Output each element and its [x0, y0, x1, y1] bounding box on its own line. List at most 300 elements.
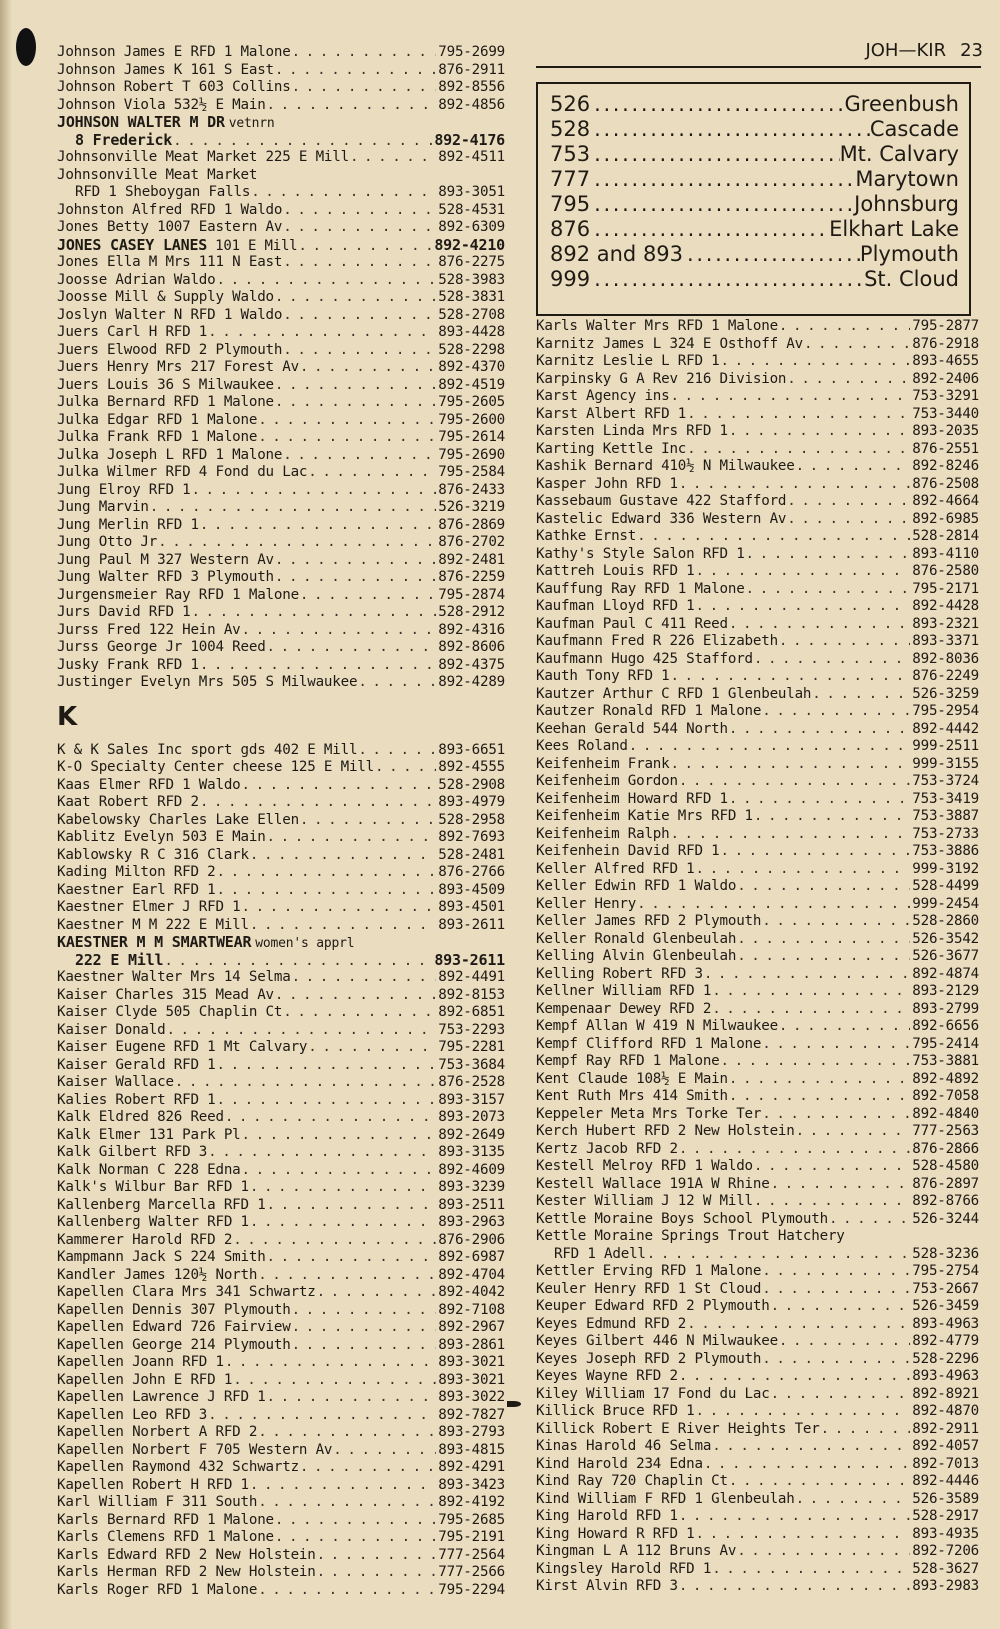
leader-dots [590, 117, 870, 142]
listing-row [57, 1564, 505, 1582]
leader-dots [266, 97, 437, 115]
leader-dots [703, 1456, 910, 1474]
phone-number: 999-2511 [912, 738, 979, 754]
listing-row [57, 622, 505, 640]
listing-name: Kallenberg Walter RFD 1 [57, 1214, 249, 1230]
leader-dots [786, 371, 910, 389]
phone-number: 893-3135 [438, 1144, 505, 1160]
phone-number: 893-2793 [438, 1424, 505, 1440]
listing-row [536, 721, 979, 739]
listing-name: Karls Walter Mrs RFD 1 Malone [536, 318, 778, 334]
listing-row [536, 703, 979, 721]
listing-row [536, 756, 979, 774]
listing-row [57, 1249, 505, 1267]
listing-name: Keppeler Meta Mrs Torke Ter [536, 1105, 762, 1122]
leader-dots [745, 581, 911, 599]
exchange-row [550, 142, 959, 167]
phone-number: 892-4840 [912, 1105, 979, 1122]
listing-name: Kingman L A 112 Bruns Av [536, 1543, 737, 1559]
listing-heading [57, 934, 505, 952]
leader-dots [778, 1333, 910, 1351]
listing-row [57, 79, 505, 97]
leader-dots [257, 429, 436, 447]
listing-row [536, 651, 979, 669]
listing-row [57, 847, 505, 865]
listing-name: Kettle Moraine Boys School Plymouth [536, 1210, 828, 1227]
listing-name: Kasper John RFD 1 [536, 475, 678, 492]
phone-number: 893-2861 [438, 1336, 505, 1353]
phone-number: 795-2171 [912, 580, 979, 597]
phone-number: 892-6985 [912, 510, 979, 527]
listing-row [57, 569, 505, 587]
leader-dots [216, 272, 437, 290]
leader-dots [257, 1267, 436, 1285]
leader-dots [590, 267, 864, 292]
phone-number: 893-4428 [438, 324, 505, 340]
leader-dots [224, 1354, 436, 1372]
leader-dots [753, 651, 910, 669]
phone-number: 999-2454 [912, 895, 979, 912]
leader-dots [770, 1386, 911, 1404]
listing-row [57, 482, 505, 500]
phone-number: 526-3677 [912, 948, 979, 964]
phone-number: 892-4892 [912, 1070, 979, 1087]
listing-row [57, 882, 505, 900]
listing-name: Kading Milton RFD 2 [57, 864, 216, 880]
phone-number: 528-2296 [912, 1350, 979, 1367]
leader-dots [216, 864, 437, 882]
listing-name: Kempf Clifford RFD 1 Malone [536, 1035, 762, 1052]
listing-row [57, 237, 505, 255]
leader-dots [282, 307, 436, 325]
listing-name: Johnson James K 161 S East [57, 61, 274, 78]
leader-dots [695, 1526, 911, 1544]
listing-row [57, 1372, 505, 1390]
listing-row [57, 44, 505, 62]
leader-dots [795, 458, 911, 476]
listing-row [57, 377, 505, 395]
listing-name: K & K Sales Inc sport gds 402 E Mill [57, 741, 358, 758]
listing-name: Kammerer Harold RFD 2 [57, 1231, 233, 1248]
listing-row [536, 406, 979, 424]
listing-row [57, 742, 505, 760]
phone-number: 892-7013 [912, 1455, 979, 1472]
listing-row [536, 336, 979, 354]
exchange-place: Plymouth [859, 242, 959, 266]
listing-name: Kempf Ray RFD 1 Malone [536, 1053, 720, 1069]
listing-continued [57, 167, 505, 185]
phone-number: 893-4655 [912, 353, 979, 369]
leader-dots [274, 62, 436, 80]
phone-number: 892-2406 [912, 370, 979, 387]
leader-dots [745, 546, 911, 564]
phone-number: 892-4555 [438, 759, 505, 775]
listing-row [536, 581, 979, 599]
listing-row [57, 1459, 505, 1477]
listing-row [536, 738, 979, 756]
leader-dots [241, 777, 437, 795]
listing-row [57, 1162, 505, 1180]
exchange-code: 892 and 893 [550, 242, 684, 266]
listing-row [536, 1578, 979, 1596]
exchange-place: Mt. Calvary [839, 142, 959, 166]
phone-number: 893-3371 [912, 633, 979, 649]
leader-dots [590, 167, 855, 192]
leader-dots [291, 44, 437, 62]
listing-name: Kautzer Arthur C RFD 1 Glenbeulah [536, 685, 812, 702]
listing-row [57, 1319, 505, 1337]
listing-name: Karnitz James L 324 E Osthoff Av [536, 335, 803, 352]
listing-name: Kapellen George 214 Plymouth [57, 1336, 291, 1353]
listing-name: Juers Louis 36 S Milwaukee [57, 376, 274, 393]
listing-row [536, 318, 979, 336]
listing-row [57, 62, 505, 80]
exchange-row [550, 92, 959, 117]
leader-dots [274, 1512, 436, 1530]
listing-row [536, 686, 979, 704]
listing-row [57, 1127, 505, 1145]
phone-number: 892-4442 [912, 720, 979, 737]
listing-name: Keller Henry [536, 895, 637, 912]
listing-row [57, 184, 505, 202]
phone-number: 892-6656 [912, 1018, 979, 1034]
leader-dots [761, 1281, 910, 1299]
listing-row [536, 948, 979, 966]
leader-dots [761, 913, 910, 931]
listing-name: Kettle Moraine Springs Trout Hatchery [536, 1228, 845, 1244]
phone-number: 892-2911 [912, 1420, 979, 1437]
listing-name: Jung Elroy RFD 1 [57, 481, 191, 498]
phone-number: 528-2860 [912, 913, 979, 929]
listing-name: Kaestner M M 222 E Mill [57, 916, 249, 933]
leader-dots [174, 1074, 436, 1092]
leader-dots [282, 342, 436, 360]
listing-name: Killick Robert E River Heights Ter [536, 1420, 820, 1437]
leader-dots [711, 1561, 910, 1579]
phone-number: 893-2321 [912, 615, 979, 632]
listing-row [536, 1281, 979, 1299]
phone-number: 893-3157 [438, 1091, 505, 1108]
phone-number: 795-2584 [438, 464, 505, 480]
listing-name: Keller Ronald Glenbeulah [536, 930, 737, 947]
phone-number: 893-2129 [912, 983, 979, 999]
listing-name: Kablowsky R C 316 Clark [57, 846, 249, 863]
listing-row [536, 843, 979, 861]
listing-row [536, 1001, 979, 1019]
listing-row [57, 254, 505, 272]
phone-number: 753-3291 [912, 388, 979, 404]
listing-name: Kathke Ernst [536, 528, 637, 544]
leader-dots [728, 1088, 910, 1106]
listing-row [57, 587, 505, 605]
listing-row [57, 552, 505, 570]
leader-dots [266, 639, 437, 657]
leader-dots [149, 499, 437, 517]
listing-address: 101 E Mill [215, 237, 298, 254]
listing-row [57, 1197, 505, 1215]
phone-number: 893-4935 [912, 1525, 979, 1542]
phone-number: 892-4511 [438, 149, 505, 165]
listing-row [536, 1386, 979, 1404]
listing-name: RFD 1 Sheboygan Falls [75, 184, 251, 200]
phone-number: 893-2035 [912, 423, 979, 439]
leader-dots [686, 441, 910, 459]
exchange-place: St. Cloud [864, 267, 959, 291]
listing-row [57, 1424, 505, 1442]
listing-name: Kapellen Lawrence J RFD 1 [57, 1389, 266, 1405]
listing-row [57, 829, 505, 847]
leader-dots [190, 604, 436, 622]
leader-dots [332, 1442, 436, 1460]
phone-number: 892-7827 [438, 1406, 505, 1423]
listing-name: Keller James RFD 2 Plymouth [536, 913, 762, 929]
phone-number: 876-2259 [438, 569, 505, 585]
leader-dots [274, 377, 436, 395]
listing-name: Kauth Tony RFD 1 [536, 668, 670, 684]
listing-name: Kind Ray 720 Chaplin Ct [536, 1473, 728, 1489]
listing-row [536, 1193, 979, 1211]
listing-name: Kirst Alvin RFD 3 [536, 1578, 678, 1594]
listing-row [536, 458, 979, 476]
phone-number: 753-3684 [438, 1056, 505, 1073]
leader-dots [683, 242, 860, 267]
leader-dots [282, 1004, 436, 1022]
listing-name: Keifenheim Howard RFD 1 [536, 790, 728, 807]
phone-number: 526-3589 [912, 1490, 979, 1507]
phone-number: 528-2298 [438, 341, 505, 358]
phone-number: 528-3831 [438, 289, 505, 305]
leader-dots [720, 1053, 911, 1071]
phone-number: 893-4501 [438, 899, 505, 915]
phone-number: 795-2600 [438, 411, 505, 428]
phone-number: 892-4491 [438, 969, 505, 985]
phone-number: 892-4057 [912, 1438, 979, 1454]
phone-number: 892-4042 [438, 1284, 505, 1300]
listing-row [536, 1333, 979, 1351]
listing-name: Kent Claude 108½ E Main [536, 1070, 728, 1087]
header-range: JOH—KIR [865, 40, 947, 61]
phone-number: 777-2564 [438, 1546, 505, 1563]
listing-name: Karst Albert RFD 1 [536, 405, 687, 422]
phone-number: 528-2814 [912, 528, 979, 544]
listing-name: Keifenheim Gordon [536, 773, 678, 789]
listing-row [57, 969, 505, 987]
header-rule [536, 66, 981, 68]
phone-number: 892-4316 [438, 621, 505, 638]
listing-row [57, 429, 505, 447]
listing-name: Juers Elwood RFD 2 Plymouth [57, 341, 283, 358]
listing-name: Jurss George Jr 1004 Reed [57, 639, 266, 655]
listing-name: Kattreh Louis RFD 1 [536, 563, 695, 579]
phone-number: 876-2866 [912, 1140, 979, 1157]
leader-dots [695, 861, 911, 879]
leader-dots [703, 966, 910, 984]
leader-dots [224, 1109, 436, 1127]
phone-number: 892-4176 [434, 131, 505, 149]
listing-row [536, 546, 979, 564]
leader-dots [291, 969, 437, 987]
phone-number: 893-6651 [438, 741, 505, 758]
listing-name: Julka Joseph L RFD 1 Malone [57, 446, 283, 463]
listing-name: Kastelic Edward 336 Western Av [536, 510, 787, 527]
listing-name: King Harold RFD 1 [536, 1508, 678, 1524]
leader-dots [786, 493, 910, 511]
phone-number: 795-2191 [438, 1529, 505, 1545]
listing-name: Kestell Wallace 191A W Rhine [536, 1175, 770, 1192]
listing-row [536, 896, 979, 914]
phone-number: 876-2508 [912, 475, 979, 492]
listing-name: Karls Edward RFD 2 New Holstein [57, 1546, 316, 1563]
leader-dots [241, 1162, 437, 1180]
leader-dots [678, 1141, 910, 1159]
phone-number: 893-2611 [438, 916, 505, 933]
exchange-code: 753 [550, 142, 591, 166]
listing-name: Kapellen Joann RFD 1 [57, 1354, 224, 1370]
listing-name: Kingsley Harold RFD 1 [536, 1560, 712, 1577]
exchange-row [550, 267, 959, 292]
listing-name: Johnsonville Meat Market 225 E Mill [57, 149, 349, 165]
leader-dots [163, 953, 432, 970]
listing-row [536, 1561, 979, 1579]
phone-number: 893-2963 [438, 1214, 505, 1230]
listing-name: Keller Alfred RFD 1 [536, 860, 695, 877]
exchange-place: Greenbush [844, 92, 959, 116]
listing-row [57, 1389, 505, 1407]
leader-dots [241, 899, 437, 917]
listing-row [57, 1092, 505, 1110]
leader-dots [257, 1582, 436, 1600]
exchange-box [536, 82, 971, 316]
listing-row [536, 773, 979, 791]
leader-dots [720, 353, 911, 371]
listing-row [57, 1407, 505, 1425]
phone-number: 893-3021 [438, 1354, 505, 1370]
phone-number: 528-2912 [438, 604, 505, 620]
listing-name: Julka Bernard RFD 1 Malone [57, 394, 274, 410]
leader-dots [282, 447, 436, 465]
listing-row [536, 1071, 979, 1089]
listing-row [57, 759, 505, 777]
phone-number: 893-4963 [912, 1315, 979, 1332]
listing-row [536, 1456, 979, 1474]
leader-dots [820, 1421, 911, 1439]
listing-name: Julka Wilmer RFD 4 Fond du Lac [57, 464, 308, 480]
listing-name: Jung Paul M 327 Western Av [57, 551, 274, 568]
leader-dots [282, 219, 436, 237]
exchange-code: 526 [550, 92, 591, 116]
listing-name: Kinas Harold 46 Selma [536, 1438, 712, 1454]
phone-number: 892-8766 [912, 1193, 979, 1209]
listing-row [536, 1403, 979, 1421]
listing-name: Kapellen Clara Mrs 341 Schwartz [57, 1284, 316, 1300]
leader-dots [678, 1508, 910, 1526]
listing-name: Karpinsky G A Rev 216 Division [536, 370, 787, 387]
listing-row [536, 1088, 979, 1106]
listing-name: Kestell Melroy RFD 1 Waldo [536, 1158, 753, 1174]
leader-dots [778, 1018, 910, 1036]
listing-name: Kauffung Ray RFD 1 Malone [536, 580, 745, 597]
leader-dots [172, 133, 432, 150]
leader-dots [216, 1057, 437, 1075]
listing-name: Johnson Viola 532½ E Main [57, 96, 266, 113]
listing-name: Kalies Robert RFD 1 [57, 1091, 216, 1108]
listing-name: JOHNSON WALTER M DR [57, 114, 225, 131]
listing-name: Karst Agency ins [536, 388, 670, 404]
phone-number: 893-4979 [438, 794, 505, 810]
phone-number: 526-3244 [912, 1210, 979, 1227]
listing-name: Kaiser Eugene RFD 1 Mt Calvary [57, 1039, 308, 1055]
listing-row [57, 794, 505, 812]
listing-name: Keuler Henry RFD 1 St Cloud [536, 1280, 762, 1297]
phone-number: 893-3239 [438, 1179, 505, 1195]
listing-column-right [536, 318, 979, 1596]
phone-number: 876-2702 [438, 534, 505, 550]
leader-dots [736, 948, 910, 966]
listing-row [57, 1214, 505, 1232]
listing-row [57, 657, 505, 675]
phone-number: 753-3724 [912, 773, 979, 789]
listing-row [57, 1302, 505, 1320]
listing-row [536, 1298, 979, 1316]
listing-name: Kent Ruth Mrs 414 Smith [536, 1088, 728, 1104]
listing-name: Jones Ella M Mrs 111 N East [57, 254, 283, 270]
listing-row [57, 1022, 505, 1040]
phone-number: 892-7108 [438, 1301, 505, 1318]
phone-number: 892-7693 [438, 829, 505, 845]
listing-row [57, 1074, 505, 1092]
pointer-mark [507, 1401, 521, 1407]
listing-row [536, 1368, 979, 1386]
phone-number: 795-2414 [912, 1035, 979, 1052]
leader-dots [207, 324, 436, 342]
leader-dots [669, 756, 910, 774]
leader-dots [249, 917, 436, 935]
phone-number: 795-2690 [438, 446, 505, 463]
listing-name: Kabelowsky Charles Lake Ellen [57, 811, 299, 828]
listing-row [57, 1529, 505, 1547]
phone-number: 528-2917 [912, 1508, 979, 1524]
leader-dots [669, 668, 910, 686]
listing-name: Keyes Joseph RFD 2 Plymouth [536, 1350, 762, 1367]
listing-name: Kerch Hubert RFD 2 New Holstein [536, 1123, 795, 1139]
phone-number: 999-3155 [912, 755, 979, 772]
phone-number: 892-4192 [438, 1494, 505, 1510]
leader-dots [249, 847, 436, 865]
listing-row [57, 324, 505, 342]
phone-number: 876-2897 [912, 1175, 979, 1192]
listing-row [536, 966, 979, 984]
phone-number: 528-2481 [438, 846, 505, 863]
phone-number: 528-3627 [912, 1560, 979, 1577]
leader-dots [274, 569, 436, 587]
leader-dots [199, 517, 436, 535]
phone-number: 876-2551 [912, 440, 979, 457]
listing-name: Johnston Alfred RFD 1 Waldo [57, 201, 283, 218]
page-number: 23 [960, 40, 983, 61]
listing-row [57, 272, 505, 290]
leader-dots [590, 192, 854, 217]
listing-row [536, 441, 979, 459]
listing-row [536, 1123, 979, 1141]
phone-number: 892-8246 [912, 458, 979, 474]
exchange-code: 876 [550, 217, 591, 241]
listing-row [536, 1491, 979, 1509]
listing-name: Kapellen Edward 726 Fairview [57, 1319, 291, 1335]
listing-row [57, 202, 505, 220]
listing-name: Keifenheim Ralph [536, 825, 670, 842]
leader-dots [770, 1298, 911, 1316]
phone-number: 892-6851 [438, 1004, 505, 1020]
